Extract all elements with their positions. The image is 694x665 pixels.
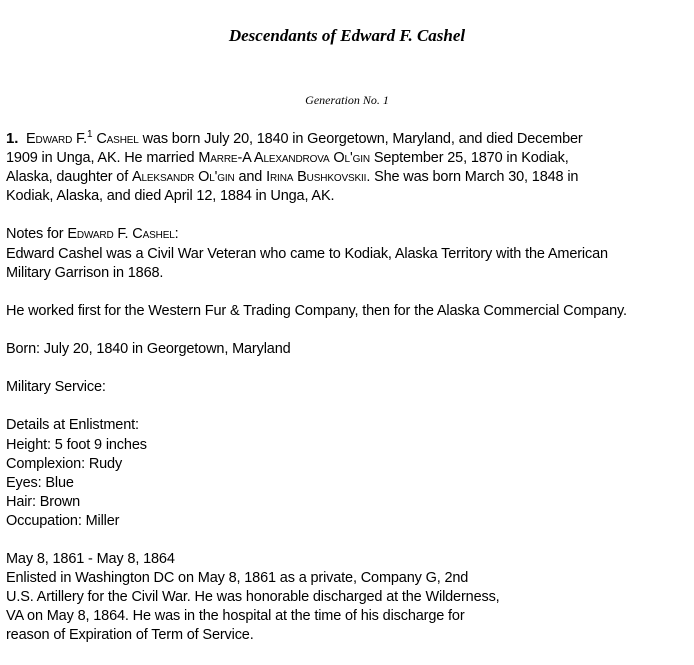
service-text-line: U.S. Artillery for the Civil War. He was honorable discharged at the Wilderness,: [6, 589, 500, 606]
military-paragraph: [6, 378, 690, 397]
entry-line-3-post: . She was born March 30, 1848 in: [366, 169, 579, 186]
service-text-line: reason of Expiration of Term of Service.: [6, 627, 254, 644]
enlistment-occupation: Occupation: Miller: [6, 512, 120, 529]
notes-text-line: Military Garrison in 1868.: [6, 264, 164, 281]
notes-paragraph: [6, 225, 690, 282]
entry-number: 1.: [6, 130, 19, 147]
born-text: Born: July 20, 1840 in Georgetown, Maryland: [6, 341, 291, 358]
entry-line-2-post: September 25, 1870 in Kodiak,: [373, 150, 569, 167]
born-paragraph: [6, 340, 690, 359]
entry-line-2-pre: 1909 in Unga, AK. He married: [6, 150, 195, 167]
mother-in-law-name: Irina Bushkovskii: [266, 169, 367, 186]
notes-heading-name: Edward F. Cashel: [67, 226, 175, 243]
entry-line-3-pre: Alaska, daughter of: [6, 169, 129, 186]
document-body: [6, 129, 690, 665]
entry-line-2: [6, 149, 690, 168]
entry-paragraph: [6, 129, 690, 206]
notes-heading: [6, 225, 690, 244]
enlistment-details: [6, 416, 690, 531]
father-in-law-name: Aleksandr Ol'gin: [131, 169, 235, 186]
service-dates: May 8, 1861 - May 8, 1864: [6, 551, 175, 568]
document-title: Descendants of Edward F. Cashel: [228, 26, 466, 45]
enlistment-heading: Details at Enlistment:: [6, 417, 139, 434]
service-text-line: VA on May 8, 1864. He was in the hospital at the time of his discharge for: [6, 608, 465, 625]
entry-line-3-and: and: [238, 169, 263, 186]
enlistment-hair: Hair: Brown: [6, 493, 81, 510]
entry-line-1: [6, 129, 690, 149]
entry-line-3: [6, 168, 690, 187]
entry-line-1-text: was born July 20, 1840 in Georgetown, Maryland, and died December: [142, 131, 583, 147]
notes-text-line: Edward Cashel was a Civil War Veteran who came to Kodiak, Alaska Territory with the American: [6, 245, 608, 262]
military-heading: Military Service:: [6, 379, 106, 396]
notes-heading-pre: Notes for: [6, 226, 64, 243]
person-given-name: Edward F.: [25, 131, 88, 147]
work-paragraph: [6, 302, 690, 321]
service-text-line: Enlisted in Washington DC on May 8, 1861 as a private, Company G, 2nd: [6, 570, 469, 587]
notes-heading-post: :: [174, 226, 179, 243]
spouse-name: Marre-A Alexandrova Ol'gin: [198, 150, 370, 167]
enlistment-eyes: Eyes: Blue: [6, 474, 74, 491]
generation-label: Generation No. 1: [305, 93, 389, 107]
work-text: He worked first for the Western Fur & Trading Company, then for the Alaska Commercial Company.: [6, 302, 627, 319]
person-surname: Cashel: [96, 131, 139, 147]
enlistment-complexion: Complexion: Rudy: [6, 455, 123, 472]
enlistment-height: Height: 5 foot 9 inches: [6, 436, 147, 453]
service-paragraph: [6, 550, 690, 645]
footnote-marker: 1: [87, 129, 93, 140]
entry-line-4: Kodiak, Alaska, and died April 12, 1884 in Unga, AK.: [6, 188, 335, 205]
